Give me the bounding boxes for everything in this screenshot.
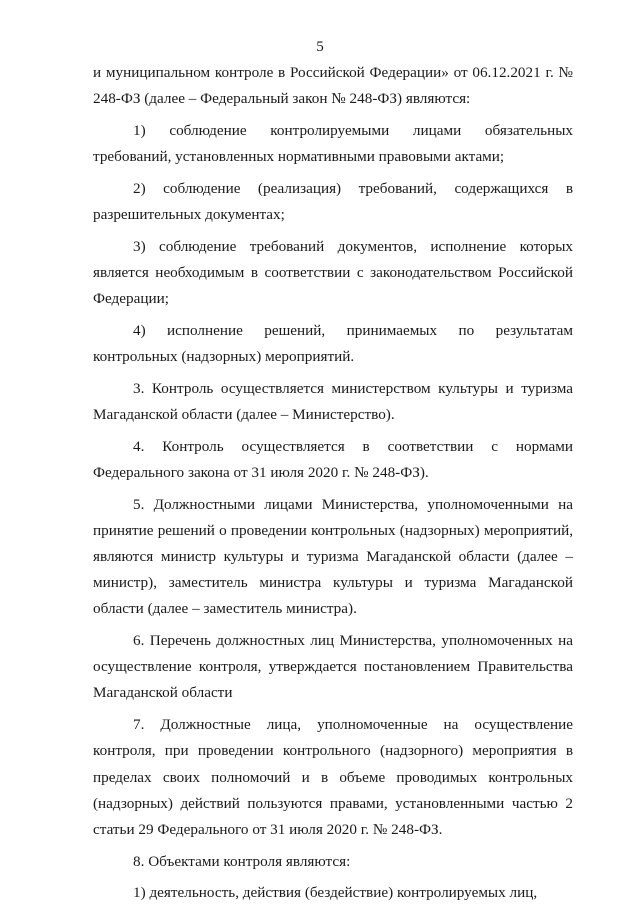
paragraph-continuation: и муниципальном контроле в Российской Федерации» от 06.12.2021 г. № 248-ФЗ (далее – Федеральный закон № 248-ФЗ) являются: [93, 64, 573, 108]
paragraph-item-2: 2) соблюдение (реализация) требований, содержащихся в разрешительных документах; [93, 179, 573, 224]
paragraph-section-6: 6. Перечень должностных лиц Министерства, уполномоченных на осуществление контроля, утверждается постановлением Правительства Магаданской области [93, 632, 573, 702]
document-body [93, 60, 573, 907]
paragraph-section-4: 4. Контроль осуществляется в соответствии с нормами Федерального закона от 31 июля 2020 г. № 248-ФЗ). [93, 437, 573, 481]
paragraph-item-1: 1) соблюдение контролируемыми лицами обязательных требований, установленных нормативными правовыми актами; [93, 121, 573, 166]
paragraph-section-7: 7. Должностные лица, уполномоченные на осуществление контроля, при проведении контрольного (надзорного) мероприятия в пределах своих полномочий и в объеме проводимых контрольных (надзорных) действий пользуются правами, установленными частью 2 статьи 29 Федерального от 31 июля 2020 г. № 248-ФЗ. [93, 716, 573, 838]
paragraph-item-4: 4) исполнение решений, принимаемых по результатам контрольных (надзорных) мероприятий. [93, 321, 573, 366]
page-number: 5 [316, 39, 324, 55]
paragraph-object-1: 1) деятельность, действия (бездействие) контролируемых лиц, [133, 884, 538, 902]
paragraph-section-3: 3. Контроль осуществляется министерством культуры и туризма Магаданской области (далее – Министерство). [93, 379, 573, 423]
paragraph-section-5: 5. Должностными лицами Министерства, уполномоченными на принятие решений о проведении контрольных (надзорных) мероприятий, являются министр культуры и туризма Магаданской области (далее – министр), заместитель министра культуры и туризма Магаданской области (далее – заместитель министра). [93, 495, 573, 618]
paragraph-item-3: 3) соблюдение требований документов, исполнение которых является необходимым в соответствии с законодательством Российской Федерации; [93, 237, 573, 308]
paragraph-section-8: 8. Объектами контроля являются: [133, 852, 351, 870]
